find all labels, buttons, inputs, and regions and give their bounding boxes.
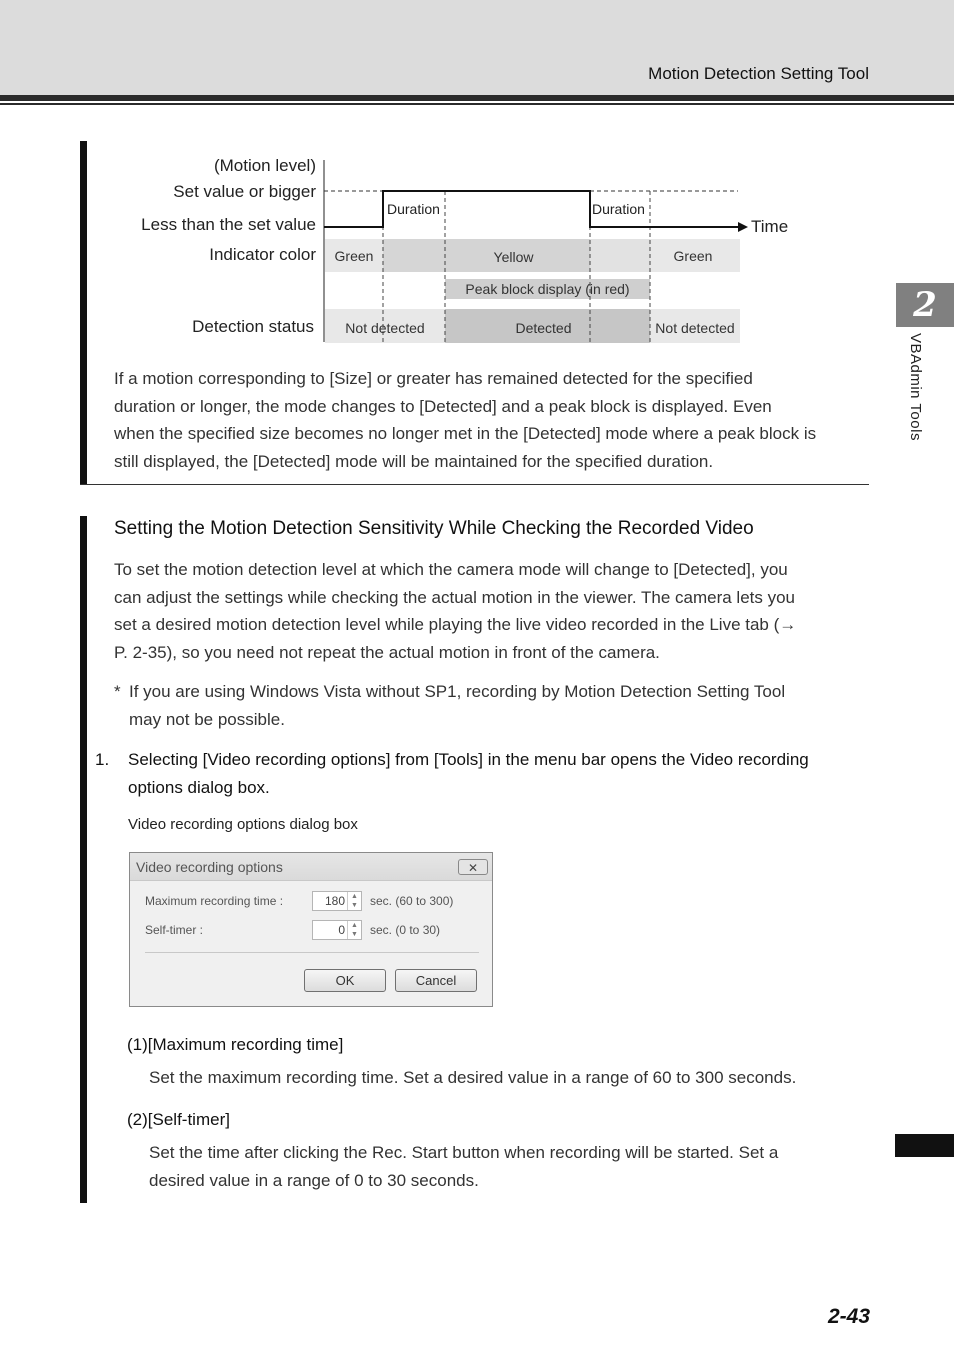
item2-title: (2)[Self-timer]	[127, 1110, 230, 1129]
indicator-green-2: Green	[673, 247, 713, 264]
dialog-divider	[145, 952, 479, 953]
motion-level-label: (Motion level)	[213, 156, 316, 175]
intro-line-2: duration or longer, the mode changes to [Detected] and a peak block is displayed. Even	[114, 396, 772, 416]
ok-button[interactable]: OK	[304, 969, 386, 992]
max-recording-value: 180	[324, 894, 345, 908]
item2-line-1: Set the time after clicking the Rec. Start button when recording will be started. Set a	[149, 1143, 779, 1162]
item1-description: Set the maximum recording time. Set a desired value in a range of 60 to 300 seconds.	[149, 1068, 797, 1087]
section-para-line-3: set a desired motion detection level while playing the live video recorded in the Live tab (→	[114, 615, 797, 634]
max-recording-range: sec. (60 to 300)	[370, 894, 454, 908]
step-line-1: Selecting [Video recording options] from [Tools] in the menu bar opens the Video recording	[128, 750, 809, 769]
dialog-title: Video recording options	[136, 859, 283, 875]
close-icon[interactable]: ✕	[458, 859, 488, 875]
chapter-side-label: VBAdmin Tools	[907, 333, 924, 441]
intro-line-1: If a motion corresponding to [Size] or greater has remained detected for the specified	[114, 369, 753, 388]
chapter-number: 2	[913, 285, 937, 325]
max-recording-input[interactable]	[312, 891, 362, 911]
self-timer-value: 0	[338, 923, 345, 937]
self-timer-spinner-icon[interactable]: ▲ ▼	[347, 921, 361, 939]
peak-block-label: Peak block display (in red)	[465, 281, 630, 297]
intro-paragraph	[114, 365, 874, 475]
duration-label-2: Duration	[592, 201, 645, 217]
max-recording-label: Maximum recording time :	[145, 894, 284, 908]
note-asterisk: *	[114, 682, 121, 701]
edge-index-block	[895, 1134, 954, 1157]
section-para-line-4: P. 2-35), so you need not repeat the actual motion in front of the camera.	[114, 642, 660, 662]
video-recording-options-dialog	[129, 852, 493, 1007]
running-header: Motion Detection Setting Tool	[648, 64, 869, 83]
diagram-lines	[0, 0, 954, 360]
step-line-2: options dialog box.	[128, 777, 270, 797]
section-bottom-rule	[80, 484, 869, 485]
step-number: 1.	[95, 750, 110, 769]
detection-status-label: Detection status	[192, 317, 314, 336]
section-paragraph	[114, 556, 874, 666]
duration-label-1: Duration	[387, 201, 440, 217]
time-axis-label: Time	[751, 217, 789, 236]
item1-title: (1)[Maximum recording time]	[127, 1035, 344, 1054]
less-than-label: Less than the set value	[141, 215, 316, 234]
status-not-detected-1: Not detected	[345, 320, 425, 336]
self-timer-label: Self-timer :	[145, 923, 204, 937]
indicator-color-label: Indicator color	[209, 245, 316, 264]
page-number: 2-43	[827, 1305, 870, 1328]
self-timer-input[interactable]	[312, 920, 362, 940]
max-recording-spinner-icon[interactable]: ▲ ▼	[347, 892, 361, 910]
intro-line-3: when the specified size becomes no longer met in the [Detected] mode where a peak block is	[114, 424, 817, 443]
item2-line-2: desired value in a range of 0 to 30 seconds.	[149, 1170, 479, 1190]
indicator-green-1: Green	[334, 247, 374, 264]
self-timer-range: sec. (0 to 30)	[370, 923, 441, 937]
section-para-line-2: can adjust the settings while checking the actual motion in the viewer. The camera lets you	[114, 587, 796, 607]
dialog-caption: Video recording options dialog box	[128, 816, 358, 833]
section-heading: Setting the Motion Detection Sensitivity While Checking the Recorded Video	[114, 518, 754, 539]
note-line-1: If you are using Windows Vista without SP1, recording by Motion Detection Setting Tool	[129, 682, 786, 701]
indicator-yellow: Yellow	[493, 248, 534, 265]
note-text	[129, 678, 869, 733]
step-text	[128, 746, 868, 801]
status-not-detected-2: Not detected	[655, 320, 735, 336]
item2-description	[149, 1139, 869, 1194]
cancel-button[interactable]: Cancel	[395, 969, 477, 992]
set-value-label: Set value or bigger	[173, 182, 316, 201]
status-detected: Detected	[515, 320, 572, 336]
intro-line-4: still displayed, the [Detected] mode will be maintained for the specified duration.	[114, 451, 714, 471]
note-line-2: may not be possible.	[129, 709, 285, 729]
section-para-line-1: To set the motion detection level at which the camera mode will change to [Detected], you	[114, 560, 788, 579]
section-bar-main	[80, 516, 87, 1203]
